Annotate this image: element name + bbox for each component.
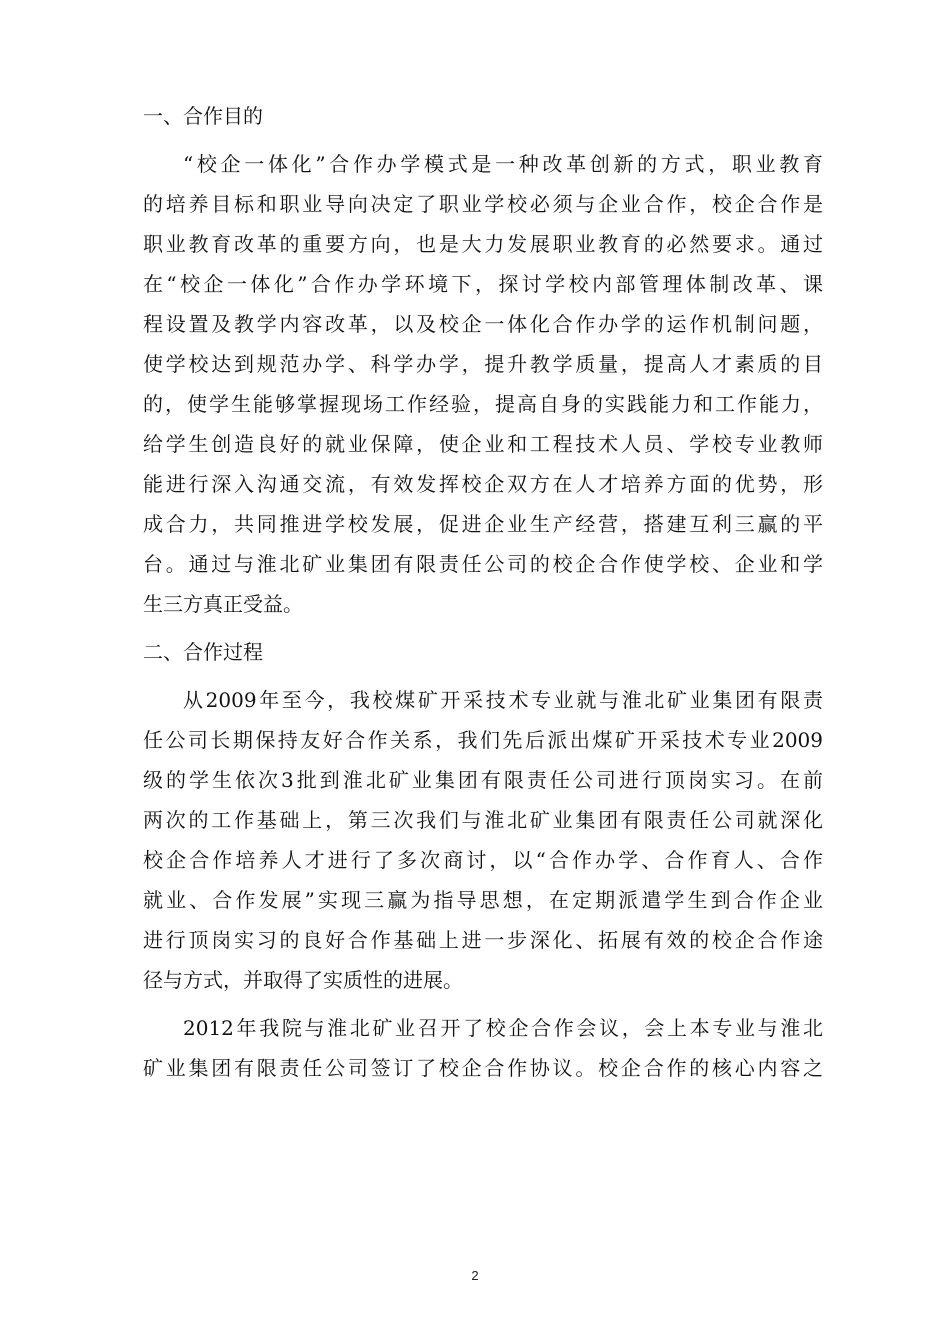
paragraph-line: 径与方式，并取得了实质性的进展。: [143, 968, 463, 992]
paragraph-line: 矿业集团有限责任公司签订了校企合作协议。校企合作的核心内容之: [143, 1056, 823, 1080]
paragraph-line: 生三方真正受益。: [143, 592, 303, 616]
paragraph-line: 从2009年至今，我校煤矿开采技术专业就与淮北矿业集团有限责: [183, 688, 823, 712]
paragraph-line: 的培养目标和职业导向决定了职业学校必须与企业合作，校企合作是: [143, 192, 823, 216]
paragraph-line: 的，使学生能够掌握现场工作经验，提高自身的实践能力和工作能力，: [143, 392, 823, 416]
section-heading-process: 二、合作过程: [143, 640, 263, 664]
paragraph-line: 使学校达到规范办学、科学办学，提升教学质量，提高人才素质的目: [143, 352, 823, 376]
paragraph-line: 任公司长期保持友好合作关系，我们先后派出煤矿开采技术专业2009: [143, 728, 823, 752]
paragraph-line: 2012年我院与淮北矿业召开了校企合作会议，会上本专业与淮北: [183, 1016, 823, 1040]
paragraph-line: 两次的工作基础上，第三次我们与淮北矿业集团有限责任公司就深化: [143, 808, 823, 832]
paragraph-line: 级的学生依次3批到淮北矿业集团有限责任公司进行顶岗实习。在前: [143, 768, 823, 792]
paragraph-line: 校企合作培养人才进行了多次商讨，以“合作办学、合作育人、合作: [143, 848, 823, 872]
paragraph-line: 程设置及教学内容改革，以及校企一体化合作办学的运作机制问题，: [143, 312, 823, 336]
document-body: [143, 96, 823, 1096]
paragraph-purpose: [143, 144, 823, 624]
paragraph-process-agreement: [143, 1008, 823, 1088]
page-number: 2: [471, 1268, 479, 1283]
paragraph-line: 就业、合作发展”实现三赢为指导思想，在定期派遣学生到合作企业: [143, 888, 823, 912]
paragraph-line: 在“校企一体化”合作办学环境下，探讨学校内部管理体制改革、课: [143, 272, 823, 296]
paragraph-line: 成合力，共同推进学校发展，促进企业生产经营，搭建互利三赢的平: [143, 512, 823, 536]
paragraph-line: 给学生创造良好的就业保障，使企业和工程技术人员、学校专业教师: [143, 432, 823, 456]
section-heading-purpose: 一、合作目的: [143, 104, 263, 128]
paragraph-line: 能进行深入沟通交流，有效发挥校企双方在人才培养方面的优势，形: [143, 472, 823, 496]
paragraph-line: 进行顶岗实习的良好合作基础上进一步深化、拓展有效的校企合作途: [143, 928, 823, 952]
paragraph-process-history: [143, 680, 823, 1000]
paragraph-line: 台。通过与淮北矿业集团有限责任公司的校企合作使学校、企业和学: [143, 552, 823, 576]
paragraph-line: “校企一体化”合作办学模式是一种改革创新的方式，职业教育: [183, 152, 823, 176]
paragraph-line: 职业教育改革的重要方向，也是大力发展职业教育的必然要求。通过: [143, 232, 823, 256]
